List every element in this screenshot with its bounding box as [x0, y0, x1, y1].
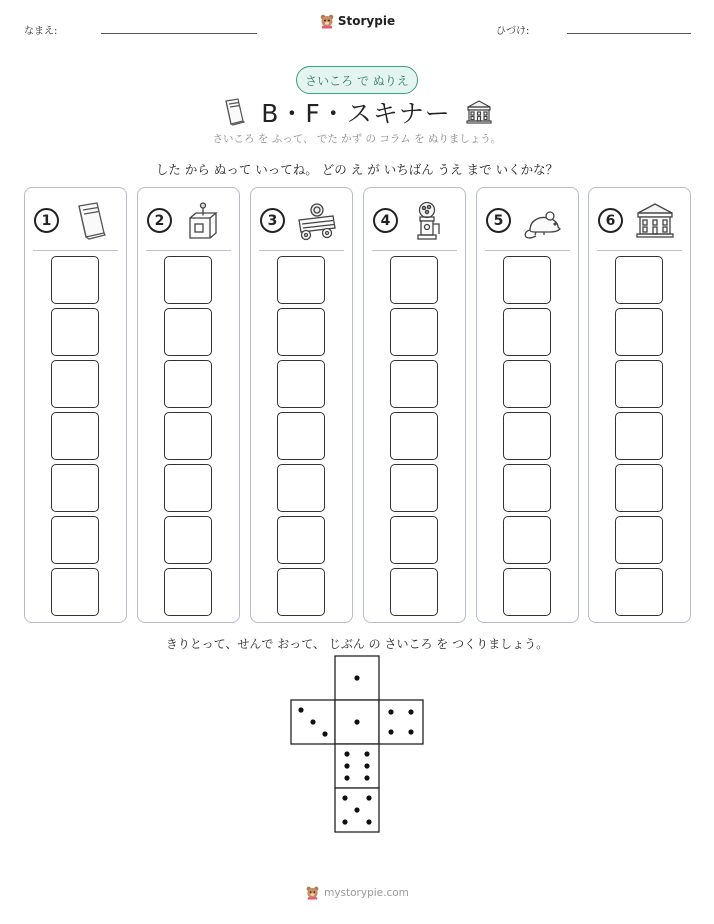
column-header	[364, 198, 465, 246]
color-cell[interactable]	[615, 464, 663, 512]
lever-box-icon	[183, 200, 225, 242]
color-cell[interactable]	[390, 516, 438, 564]
dice-pip	[342, 819, 347, 824]
column-3	[250, 187, 353, 623]
title-row	[0, 94, 714, 130]
book-icon	[221, 98, 247, 126]
column-number: 2	[147, 208, 172, 233]
dice-pip	[388, 729, 393, 734]
color-cell[interactable]	[51, 412, 99, 460]
column-header	[589, 198, 690, 246]
storypie-bear-icon	[305, 885, 320, 900]
color-cell[interactable]	[503, 516, 551, 564]
dice-pip	[364, 763, 369, 768]
column-divider	[372, 250, 457, 251]
column-divider	[33, 250, 118, 251]
color-cell[interactable]	[51, 360, 99, 408]
column-number: 3	[260, 208, 285, 233]
color-cell[interactable]	[277, 568, 325, 616]
color-cell[interactable]	[51, 308, 99, 356]
color-cell[interactable]	[51, 464, 99, 512]
dice-face-lower	[335, 744, 379, 788]
dice-face-right	[379, 700, 423, 744]
color-cell[interactable]	[615, 256, 663, 304]
dice-face-left	[291, 700, 335, 744]
color-cell[interactable]	[390, 256, 438, 304]
dice-pip	[344, 763, 349, 768]
color-cell[interactable]	[615, 516, 663, 564]
column-header	[477, 198, 578, 246]
dice-pip	[364, 775, 369, 780]
color-cell[interactable]	[390, 464, 438, 512]
color-cell[interactable]	[277, 464, 325, 512]
color-cell[interactable]	[503, 256, 551, 304]
column-4	[363, 187, 466, 623]
column-number: 1	[34, 208, 59, 233]
dice-face-center	[335, 700, 379, 744]
color-cell[interactable]	[277, 360, 325, 408]
column-divider	[485, 250, 570, 251]
dice-pip	[322, 731, 327, 736]
color-cell[interactable]	[390, 412, 438, 460]
brand-name: Storypie	[337, 14, 396, 28]
color-cell[interactable]	[164, 516, 212, 564]
dice-pip	[344, 751, 349, 756]
column-number: 6	[598, 208, 623, 233]
name-line[interactable]	[101, 33, 257, 34]
dice-pip	[408, 729, 413, 734]
color-cell[interactable]	[164, 360, 212, 408]
building-icon	[465, 99, 493, 125]
toy-wagon-icon	[296, 200, 338, 242]
dice-pip	[366, 795, 371, 800]
color-cell[interactable]	[164, 412, 212, 460]
dice-pip	[366, 819, 371, 824]
color-cell[interactable]	[51, 568, 99, 616]
column-header	[138, 198, 239, 246]
color-cell[interactable]	[615, 308, 663, 356]
color-cell[interactable]	[164, 256, 212, 304]
color-cell[interactable]	[503, 464, 551, 512]
color-cell[interactable]	[503, 360, 551, 408]
book-icon	[70, 200, 112, 242]
column-divider	[597, 250, 682, 251]
dice-pip	[354, 675, 359, 680]
dice-pip	[342, 795, 347, 800]
dice-pip	[354, 807, 359, 812]
color-cell[interactable]	[503, 568, 551, 616]
column-number: 5	[486, 208, 511, 233]
dice-pip	[344, 775, 349, 780]
date-line[interactable]	[567, 33, 691, 34]
footer-url[interactable]: mystorypie.com	[324, 886, 409, 899]
column-1	[24, 187, 127, 623]
name-label: なまえ:	[24, 26, 58, 37]
dice-pip	[364, 751, 369, 756]
gumball-machine-icon	[409, 200, 451, 242]
color-cell[interactable]	[390, 360, 438, 408]
color-columns	[24, 187, 691, 623]
column-divider	[259, 250, 344, 251]
dice-pip	[408, 709, 413, 714]
color-cell[interactable]	[277, 516, 325, 564]
color-cell[interactable]	[164, 308, 212, 356]
column-header	[251, 198, 352, 246]
dice-face-top	[335, 656, 379, 700]
column-2	[137, 187, 240, 623]
date-label: ひづけ:	[496, 26, 530, 37]
color-cell[interactable]	[503, 308, 551, 356]
activity-badge: さいころ で ぬりえ	[296, 66, 418, 94]
footer	[0, 885, 714, 900]
subtitle: さいころ を ふって、 でた かず の コラム を ぬりましょう。	[212, 133, 502, 145]
color-cell[interactable]	[390, 308, 438, 356]
color-cell[interactable]	[164, 568, 212, 616]
mouse-icon	[522, 200, 564, 242]
building-icon	[634, 200, 676, 242]
brand-logo	[0, 13, 714, 29]
color-cell[interactable]	[51, 516, 99, 564]
page-title: B・F・スキナー	[261, 99, 451, 128]
color-cell[interactable]	[277, 412, 325, 460]
column-divider	[146, 250, 231, 251]
dice-pip	[310, 719, 315, 724]
color-cell[interactable]	[615, 360, 663, 408]
dice-pip	[388, 709, 393, 714]
column-header	[25, 198, 126, 246]
column-6	[588, 187, 691, 623]
cut-instruction: きりとって、せんで おって、 じぶん の さいころ を つくりましょう。	[165, 637, 549, 651]
color-cell[interactable]	[615, 568, 663, 616]
dice-pip	[354, 719, 359, 724]
column-5	[476, 187, 579, 623]
color-cell[interactable]	[277, 256, 325, 304]
column-number: 4	[373, 208, 398, 233]
dice-face-bottom	[335, 788, 379, 832]
dice-pip	[298, 707, 303, 712]
color-cell[interactable]	[615, 412, 663, 460]
instruction: した から ぬって いってね。 どの え が いちばん うえ まで いくかな？	[155, 162, 559, 177]
color-cell[interactable]	[51, 256, 99, 304]
color-cell[interactable]	[503, 412, 551, 460]
storypie-bear-icon	[319, 13, 335, 29]
color-cell[interactable]	[277, 308, 325, 356]
color-cell[interactable]	[390, 568, 438, 616]
color-cell[interactable]	[164, 464, 212, 512]
